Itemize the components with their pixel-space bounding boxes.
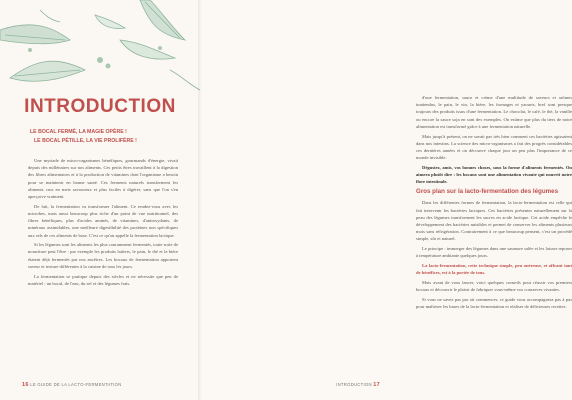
subtitle-line-1: LE BOCAL FERMÉ, LA MAGIE OPÈRE ! — [30, 129, 127, 135]
right-page — [200, 0, 572, 400]
page-number-right: 17 — [373, 382, 380, 388]
section-heading: Gros plan sur la lacto-fermentation des légumes — [416, 188, 559, 196]
highlight-paragraph: La lacto-fermentation, cette technique simple, peu onéreuse, et offrant tant de bénéfices, est à la portée de tous. — [416, 263, 572, 276]
paragraph: Dans les différentes formes de fermentation, la lacto-fermentation est celle qui fait intervenir les bactéries lactiques. Ces bactéries présentes naturellement sur la peau des légumes transforment les sucres en acide lactique. Cet acide empêche le développement des bactéries nuisibles et permet de conserver les aliments plusieurs mois sans réfrigération. Contrairement à ce que beaucoup pensent, c'est un procédé simple, sûr et naturel. — [416, 200, 572, 242]
chapter-title: INTRODUCTION — [24, 96, 176, 117]
book-gutter — [198, 0, 202, 400]
subtitle-line-2: LE BOCAL PÉTILLE, LA VIE PROLIFÈRE ! — [34, 138, 137, 144]
paragraph: De fait, la fermentation va transformer l'aliment. Ce rendez-vous avec les microbes, mais aussi beaucoup plus riche d'un point de vue nutritionnel, des fibres bénéfiques, plus d'acides aminés, de vitamines, d'antioxydants, de minéraux assimilables, une meilleure digestibilité des protéines non spécifiques aux sels de ces aliments de base. C'est ce qu'on appelle la fermentation lactique. — [28, 203, 178, 238]
left-page — [0, 0, 200, 400]
paragraph: Mais avant de vous lancer, voici quelques conseils pour réussir vos premiers bocaux et découvrir le plaisir de fabriquer vous-même vos conserves vivantes. — [416, 279, 572, 293]
left-body-text — [28, 157, 178, 379]
left-footer — [22, 382, 122, 388]
paragraph: La fermentation se pratique depuis des siècles et ne nécessite que peu de matériel : un bocal, de l'eau, du sel et des légumes frais. — [28, 273, 178, 286]
paragraph: Mais jusqu'à présent, on ne savait pas très bien comment ces bactéries agissaient dans nos intestins. La science des micro-organismes a fait des progrès considérables ces dernières années et on découvre chaque jour un peu plus l'importance de ce monde invisible. — [416, 133, 572, 161]
page-number-left: 16 — [22, 382, 29, 388]
bold-paragraph: Dégustez, amis, vos bonnes choses, sous la forme d'aliments fermentés. On aimera plutôt dire : les bocaux sont une alimentation vivante qui nourrit notre flore intestinale. — [416, 164, 572, 185]
running-footer-right: INTRODUCTION — [336, 382, 372, 387]
paragraph: Si les légumes sont les aliments les plus couramment fermentés, toute sorte de nourriture peut l'être : par exemple les produits laitiers, le pain, le thé et la bière étaient déjà fermentés par nos ancêtres. Les bocaux de fermentation apportent saveur et texture différentes à la cuisine de tous les jours. — [28, 242, 178, 269]
chapter-subtitle — [30, 128, 180, 146]
paragraph: d'une fermentation, sauce et crème d'une multitude de saveurs et arômes inattendus, le pain, le vin, la bière, les fromages et yaourts, bref sont presque toujours des produits issus d'une fermentation. Le chocolat, le café, le thé, la vanille ou encore la sauce soja en sont des exemples. On estime que plus du tiers de notre alimentation est transformé grâce à une fermentation naturelle. — [416, 95, 572, 129]
right-footer — [336, 382, 380, 388]
paragraph: Le principe : immerger des légumes dans une saumure salée et les laisser reposer à température ambiante quelques jours. — [416, 246, 572, 259]
running-footer-left: LE GUIDE DE LA LACTO-FERMENTATION — [30, 382, 122, 387]
paragraph: Une myriade de micro-organismes bénéfiques, gourmands d'énergie, vivait depuis des millénaires sur nos aliments. Ces petits êtres travaillent à la digestion des fibres alimentaires et à la production de vitamines dont l'organisme a besoin pour se maintenir en bonne santé. Ces ferments naturels transforment les aliments crus en mets savoureux et plus faciles à digérer, sans que l'on s'en aperçoive vraiment. — [28, 158, 178, 200]
vegetable-illustration — [0, 0, 200, 95]
right-body-text — [416, 94, 572, 380]
paragraph: Si vous ne savez pas par où commencer, ce guide vous accompagnera pas à pas pour maîtriser les bases de la lacto-fermentation et réaliser de délicieuses recettes. — [416, 296, 572, 310]
